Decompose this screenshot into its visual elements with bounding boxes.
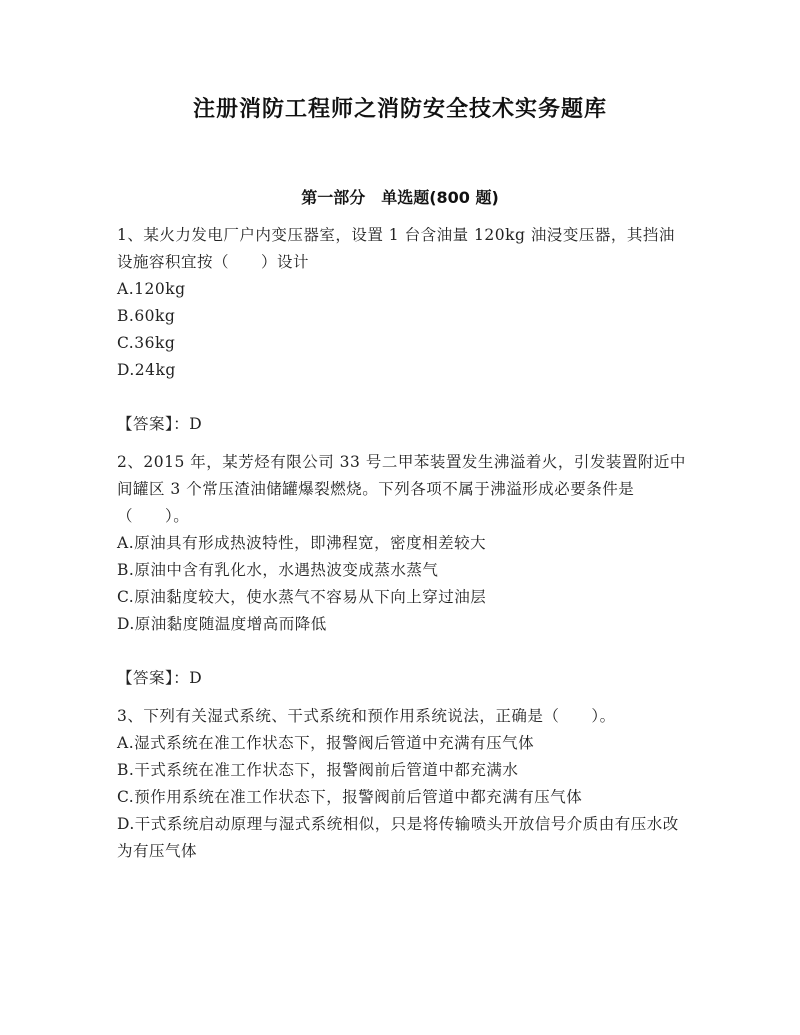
answer-label: 【答案】： [117,669,190,687]
option-c: C.预作用系统在准工作状态下，报警阀前后管道中都充满有压气体 [117,788,583,806]
option-d: D.干式系统启动原理与湿式系统相似，只是将传输喷头开放信号介质由有压水改为有压气体 [117,815,679,860]
question-3 [117,703,687,865]
answer-value: D [189,415,203,433]
option-c: C.原油黏度较大，使水蒸气不容易从下向上穿过油层 [117,588,487,606]
question-stem: 3、下列有关湿式系统、干式系统和预作用系统说法，正确是（ ）。 [117,707,616,725]
question-stem: 2、2015 年，某芳烃有限公司 33 号二甲苯装置发生沸溢着火，引发装置附近中间罐区 3 个常压渣油储罐爆裂燃烧。下列各项不属于沸溢形成必要条件是（ ）。 [117,453,686,525]
option-c: C.36kg [117,334,176,352]
question-2 [117,449,687,692]
option-b: B.干式系统在准工作状态下，报警阀前后管道中都充满水 [117,761,519,779]
option-d: D.24kg [117,361,176,379]
option-b: B.60kg [117,307,176,325]
section-title: 第一部分 单选题(800 题) [301,188,499,207]
option-d: D.原油黏度随温度增高而降低 [117,615,327,633]
answer-label: 【答案】： [117,415,190,433]
option-a: A.120kg [117,280,186,298]
answer-value: D [189,669,203,687]
answer-line [117,411,687,438]
option-a: A.湿式系统在准工作状态下，报警阀后管道中充满有压气体 [117,734,535,752]
option-a: A.原油具有形成热波特性，即沸程宽，密度相差较大 [117,534,487,552]
option-b: B.原油中含有乳化水，水遇热波变成蒸水蒸气 [117,561,439,579]
answer-line [117,665,687,692]
question-list [117,222,687,865]
question-1 [117,222,687,438]
document-title: 注册消防工程师之消防安全技术实务题库 [192,97,607,122]
question-stem: 1、某火力发电厂户内变压器室，设置 1 台含油量 120kg 油浸变压器，其挡油设施容积宜按（ ）设计 [117,226,675,271]
